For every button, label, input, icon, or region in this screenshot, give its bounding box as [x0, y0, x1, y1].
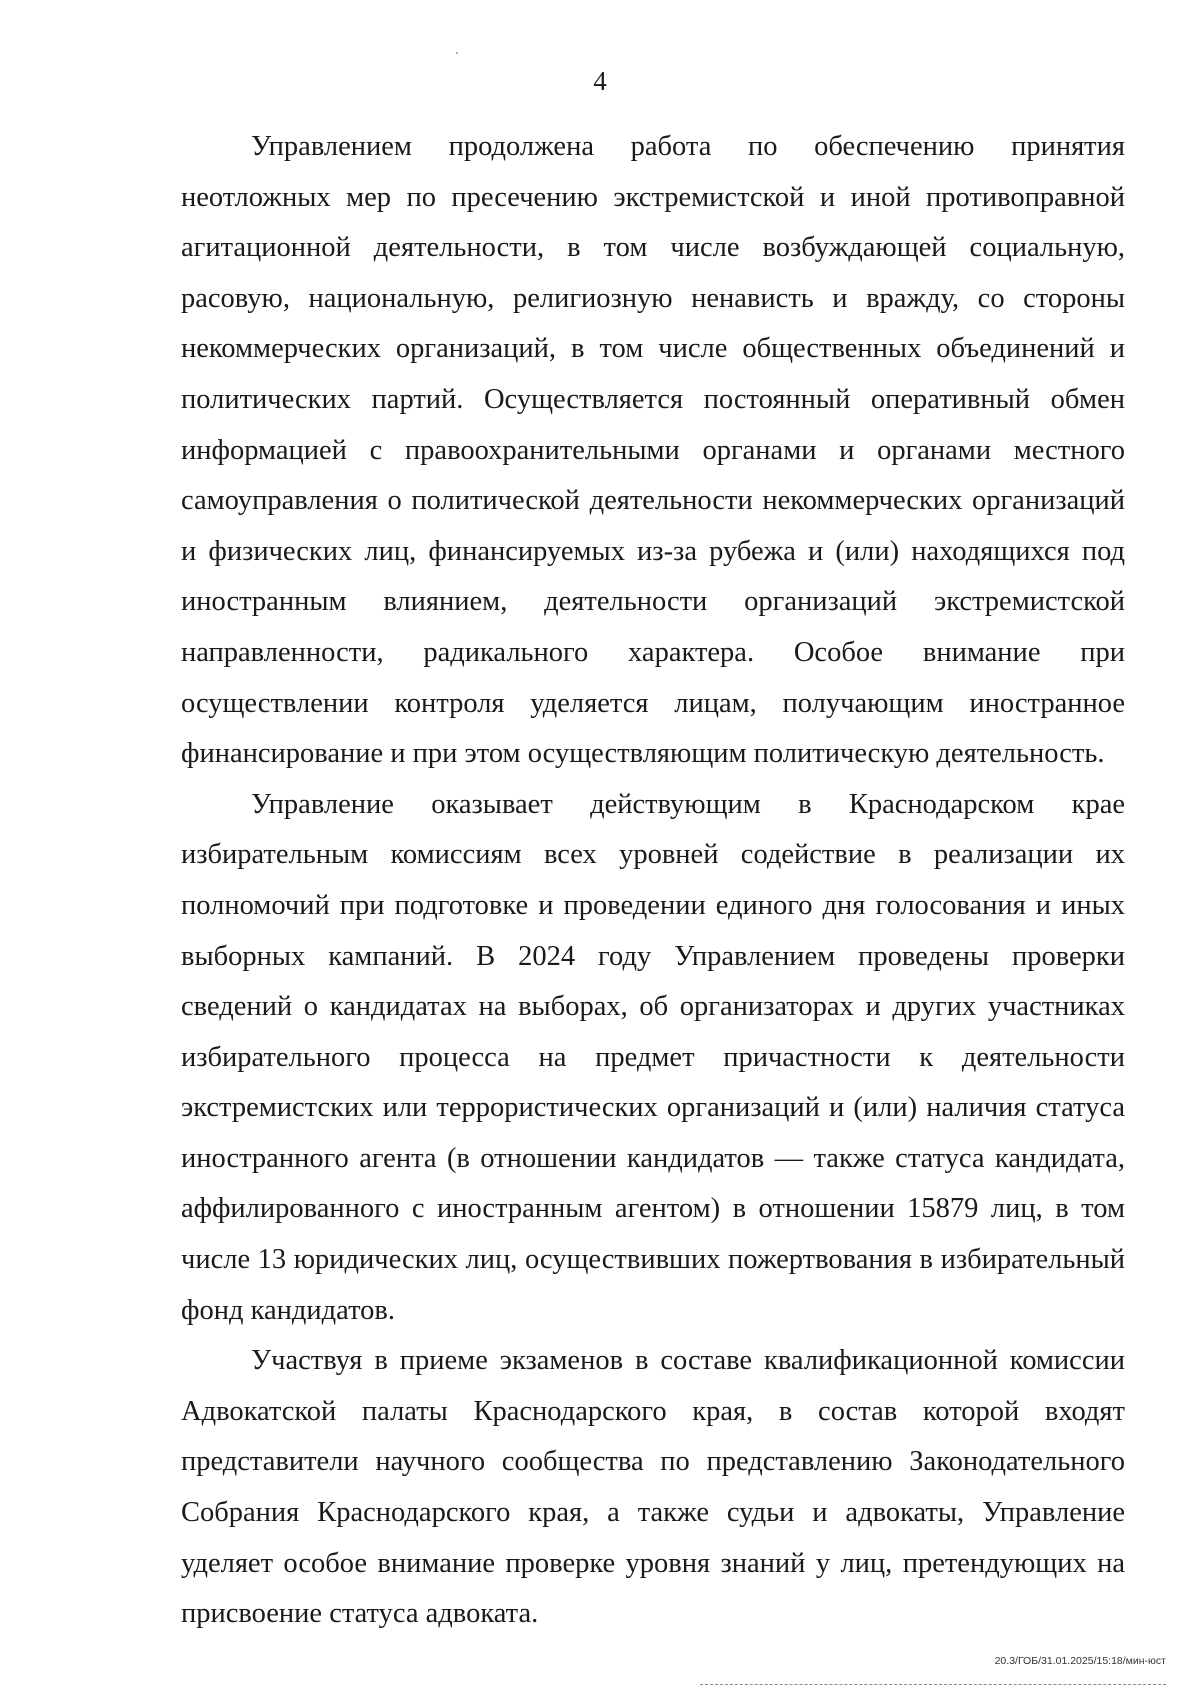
paragraph-agitation-control: Управлением продолжена работа по обеспечению принятия неотложных мер по пресечению экстремистской и иной противоправной агитационной деятельности, в том числе возбуждающей социальную, расовую, национальную, религиозную ненависть и вражду, со стороны некоммерческих организаций, в том числе общественных объединений и политических партий. Осуществляется постоянный оперативный обмен информацией с правоохранительными органами и органами местного самоуправления о политической деятельности некоммерческих организаций и физических лиц, финансируемых из-за рубежа и (или) находящихся под иностранным влиянием, деятельности организаций экстремистской направленности, радикального характера. Особое внимание при осуществлении контроля уделяется лицам, получающим иностранное финансирование и при этом осуществляющим политическую деятельность.	[181, 131, 1125, 770]
paragraph-bar-exam-commission: Участвуя в приеме экзаменов в составе квалификационной комиссии Адвокатской палаты Краснодарского края, в состав которой входят представители научного сообщества по представлению Законодательного Собрания Краснодарского края, а также судьи и адвокаты, Управление уделяет особое внимание проверке уровня знаний у лиц, претендующих на присвоение статуса адвоката.	[181, 1345, 1125, 1630]
footer-registration-stamp: 20.3/ГОБ/31.01.2025/15:18/мин-юст	[994, 1655, 1166, 1667]
page-number: 4	[593, 66, 607, 96]
scan-speck	[456, 52, 458, 54]
document-body	[181, 122, 1125, 1640]
footer-dashed-rule	[700, 1684, 1166, 1685]
paragraph-election-commissions: Управление оказывает действующим в Краснодарском крае избирательным комиссиям всех уровней содействие в реализации их полномочий при подготовке и проведении единого дня голосования и иных выборных кампаний. В 2024 году Управлением проведены проверки сведений о кандидатах на выборах, об организаторах и других участниках избирательного процесса на предмет причастности к деятельности экстремистских или террористических организаций и (или) наличия статуса иностранного агента (в отношении кандидатов — также статуса кандидата, аффилированного с иностранным агентом) в отношении 15879 лиц, в том числе 13 юридических лиц, осуществивших пожертвования в избирательный фонд кандидатов.	[181, 788, 1125, 1326]
